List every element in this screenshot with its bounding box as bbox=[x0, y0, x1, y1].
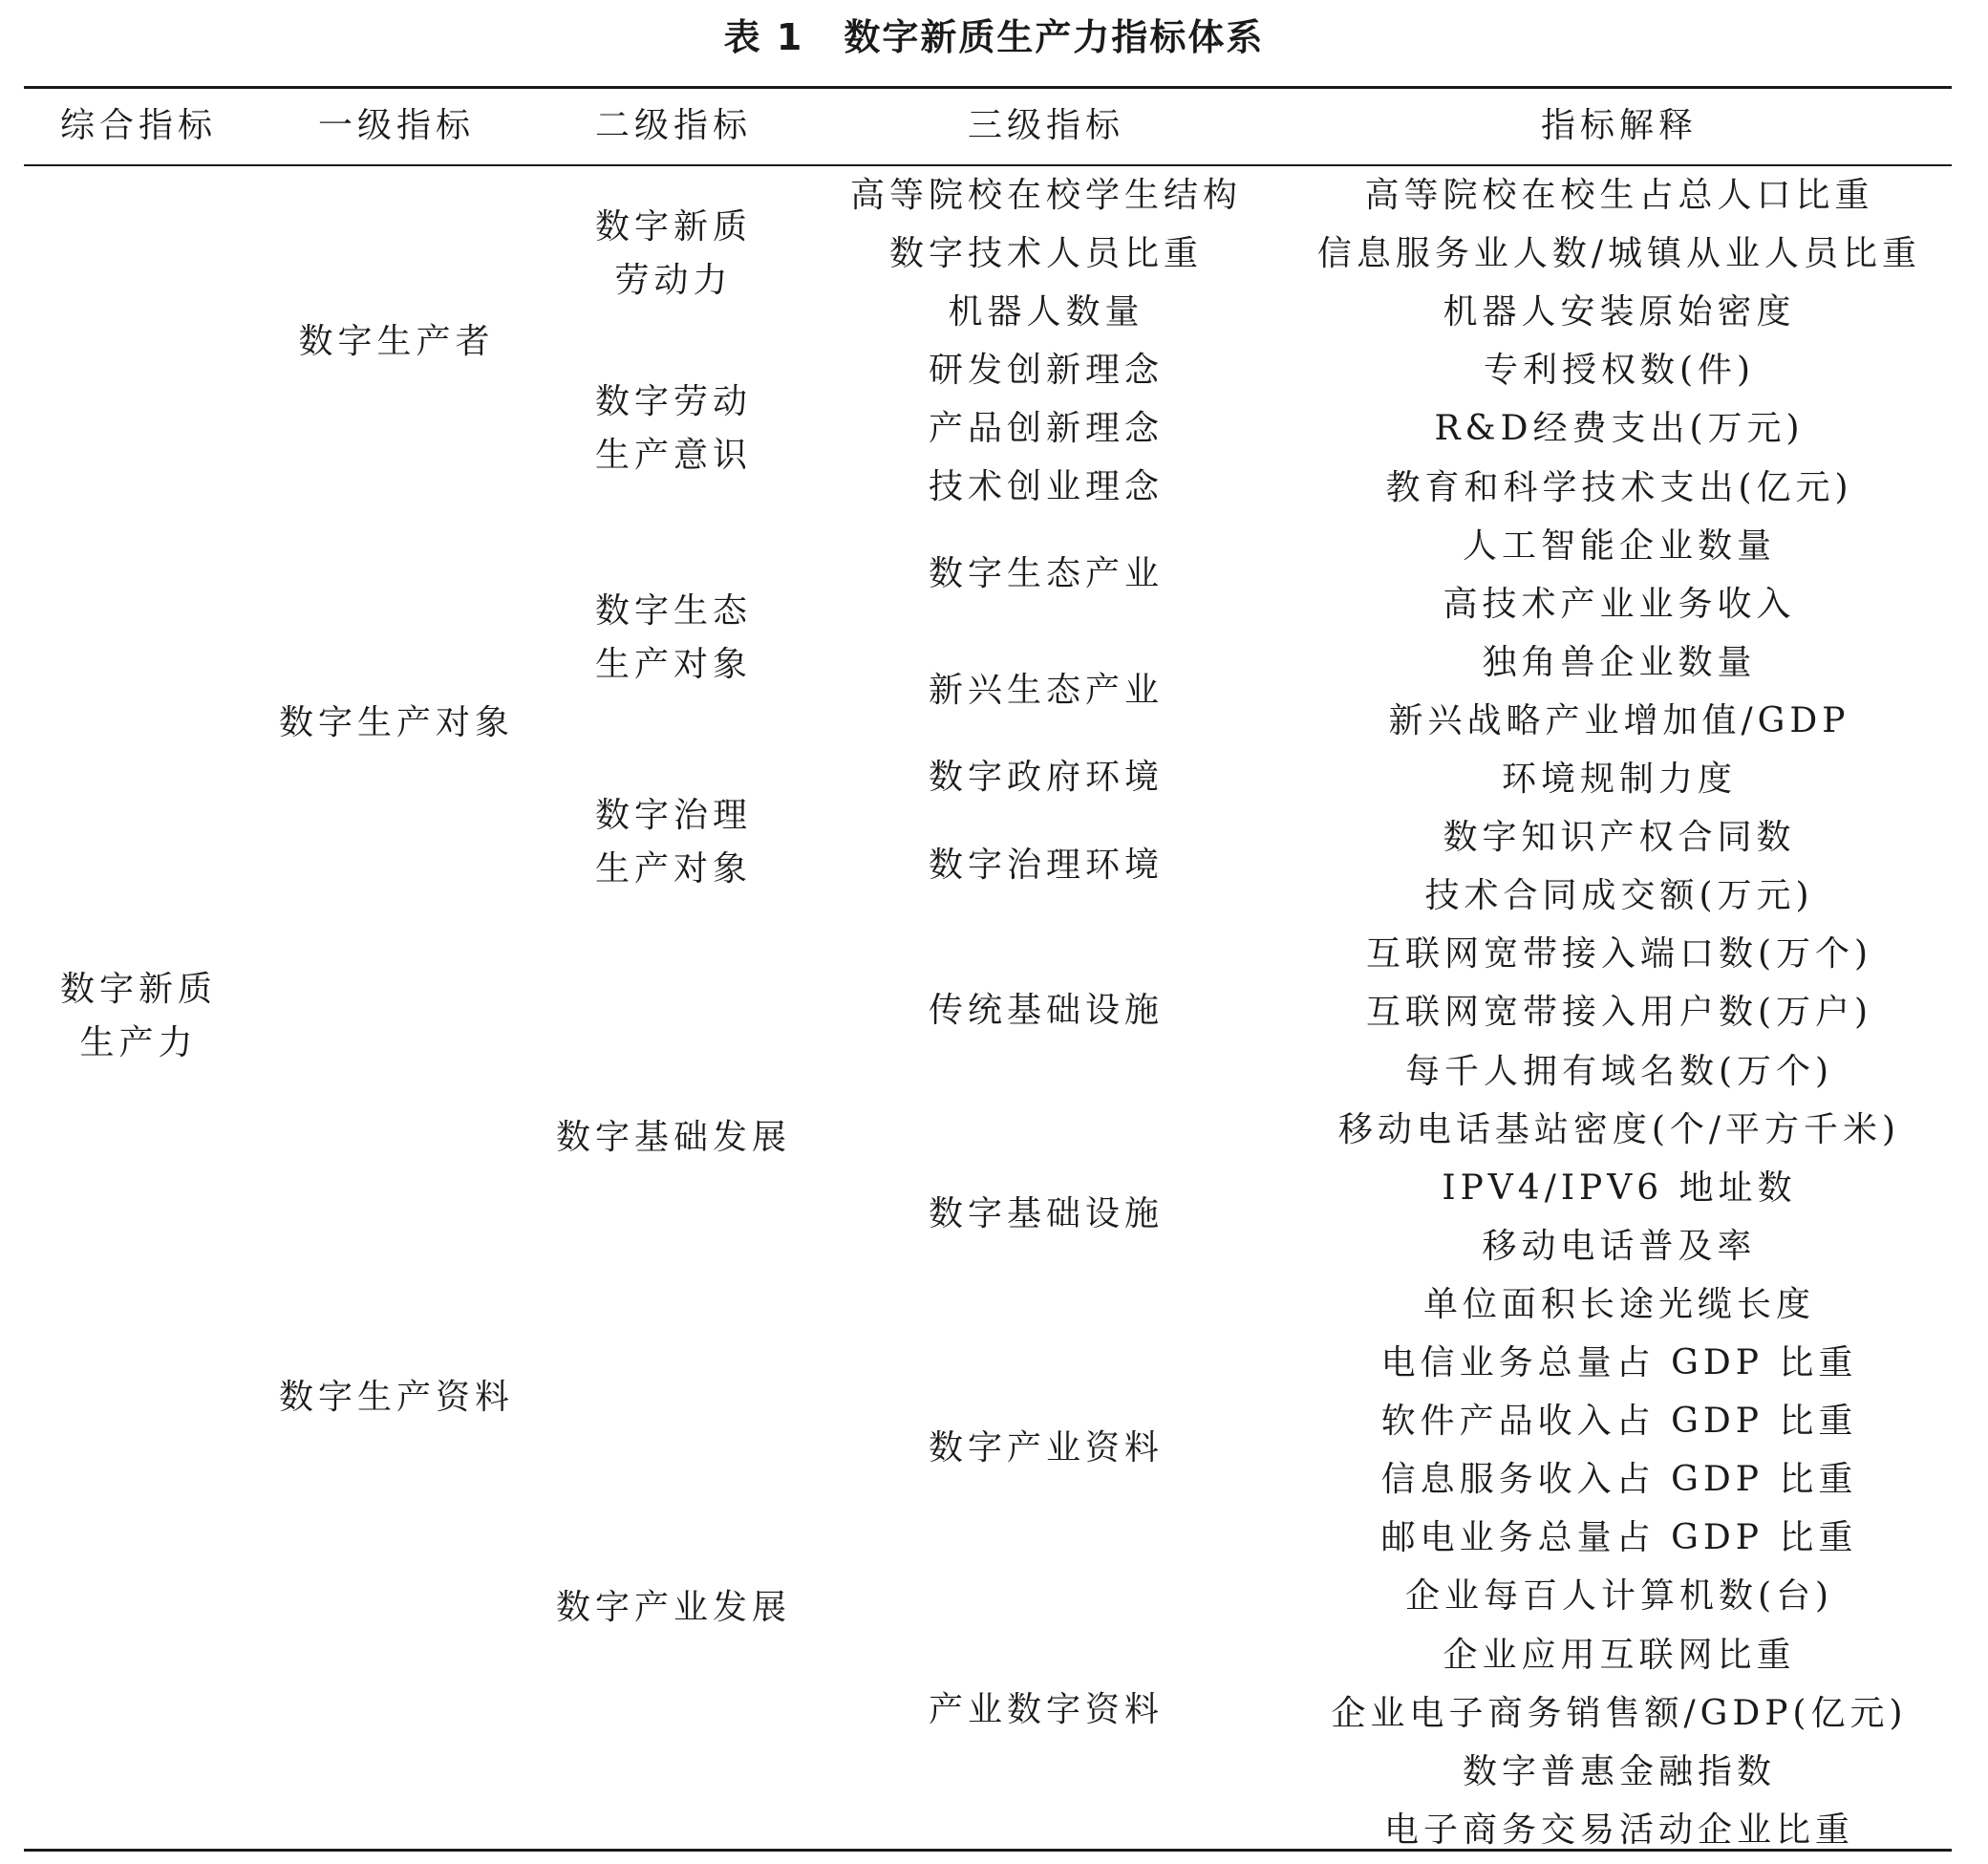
header-level1: 一级指标 bbox=[317, 106, 475, 145]
level3-cell: 传统基础设施 bbox=[928, 991, 1164, 1030]
level2-line: 数字新质 bbox=[594, 207, 752, 246]
explanation-cell: 企业电子商务销售额/GDP(亿元) bbox=[1331, 1694, 1908, 1733]
explanation-cell: 信息服务收入占 GDP 比重 bbox=[1380, 1460, 1858, 1499]
explanation-cell: 高等院校在校生占总人口比重 bbox=[1364, 176, 1874, 215]
explanation-cell: 高技术产业业务收入 bbox=[1443, 585, 1796, 624]
composite-line: 数字新质 bbox=[59, 970, 217, 1009]
level2-cell: 数字基础发展 bbox=[555, 1118, 791, 1157]
explanation-cell: 移动电话基站密度(个/平方千米) bbox=[1337, 1110, 1901, 1149]
explanation-cell: 环境规制力度 bbox=[1501, 760, 1737, 799]
explanation-cell: 机器人安装原始密度 bbox=[1443, 292, 1796, 332]
explanation-cell: 单位面积长途光缆长度 bbox=[1422, 1285, 1815, 1324]
explanation-cell: 数字知识产权合同数 bbox=[1443, 818, 1796, 857]
explanation-cell: 邮电业务总量占 GDP 比重 bbox=[1380, 1518, 1858, 1557]
level2-line: 数字劳动 bbox=[594, 382, 752, 421]
level2-cell bbox=[545, 585, 802, 692]
explanation-cell: 新兴战略产业增加值/GDP bbox=[1388, 701, 1850, 740]
level3-cell: 数字治理环境 bbox=[928, 846, 1164, 885]
composite-line: 生产力 bbox=[79, 1023, 198, 1062]
explanation-cell: 互联网宽带接入用户数(万户) bbox=[1365, 993, 1873, 1032]
level1-cell: 数字生产对象 bbox=[278, 703, 514, 742]
level3-cell: 数字技术人员比重 bbox=[888, 234, 1203, 273]
header-explanation: 指标解释 bbox=[1540, 106, 1698, 145]
level2-line: 生产对象 bbox=[594, 645, 752, 684]
level3-cell: 研发创新理念 bbox=[928, 351, 1164, 390]
explanation-cell: 企业应用互联网比重 bbox=[1443, 1636, 1796, 1675]
explanation-cell: 企业每百人计算机数(台) bbox=[1404, 1576, 1834, 1616]
caption-number: 表 1 bbox=[723, 16, 804, 58]
level2-line: 生产对象 bbox=[594, 849, 752, 889]
explanation-cell: R&D经费支出(万元) bbox=[1434, 409, 1805, 448]
explanation-cell: IPV4/IPV6 地址数 bbox=[1442, 1168, 1797, 1208]
explanation-cell: 电子商务交易活动企业比重 bbox=[1383, 1810, 1854, 1850]
level2-line: 数字治理 bbox=[594, 796, 752, 835]
top-rule bbox=[24, 86, 1952, 89]
level1-cell: 数字生产者 bbox=[298, 322, 495, 361]
level2-cell bbox=[545, 789, 802, 896]
header-rule bbox=[24, 164, 1952, 166]
explanation-cell: 数字普惠金融指数 bbox=[1462, 1752, 1776, 1791]
level2-cell bbox=[545, 375, 802, 482]
explanation-cell: 专利授权数(件) bbox=[1483, 351, 1756, 390]
explanation-cell: 人工智能企业数量 bbox=[1462, 526, 1776, 566]
header-level3: 三级指标 bbox=[967, 106, 1124, 145]
table-caption bbox=[0, 8, 1988, 60]
explanation-cell: 每千人拥有域名数(万个) bbox=[1404, 1052, 1834, 1091]
composite-indicator bbox=[29, 963, 248, 1070]
level3-cell: 技术创业理念 bbox=[928, 467, 1164, 506]
explanation-cell: 信息服务业人数/城镇从业人员比重 bbox=[1316, 234, 1922, 273]
level2-line: 劳动力 bbox=[614, 261, 733, 300]
explanation-cell: 教育和科学技术支出(亿元) bbox=[1385, 468, 1853, 507]
level3-cell: 产品创新理念 bbox=[928, 409, 1164, 448]
level3-cell: 数字基础设施 bbox=[928, 1194, 1164, 1233]
explanation-cell: 独角兽企业数量 bbox=[1482, 643, 1757, 682]
explanation-cell: 软件产品收入占 GDP 比重 bbox=[1380, 1402, 1858, 1441]
level2-line: 数字生态 bbox=[594, 591, 752, 631]
header-level2: 二级指标 bbox=[594, 106, 752, 145]
level2-cell: 数字产业发展 bbox=[555, 1588, 791, 1627]
level3-cell: 新兴生态产业 bbox=[928, 671, 1164, 710]
level3-cell: 数字生态产业 bbox=[928, 554, 1164, 593]
explanation-cell: 互联网宽带接入端口数(万个) bbox=[1365, 934, 1873, 974]
level1-cell: 数字生产资料 bbox=[278, 1378, 514, 1417]
explanation-cell: 技术合同成交额(万元) bbox=[1424, 876, 1814, 915]
level3-cell: 数字政府环境 bbox=[928, 758, 1164, 797]
level2-line: 生产意识 bbox=[594, 436, 752, 475]
level3-cell: 高等院校在校学生结构 bbox=[849, 176, 1242, 215]
level3-cell: 产业数字资料 bbox=[928, 1690, 1164, 1729]
explanation-cell: 电信业务总量占 GDP 比重 bbox=[1380, 1343, 1858, 1382]
caption-title: 数字新质生产力指标体系 bbox=[844, 16, 1265, 58]
level3-cell: 机器人数量 bbox=[948, 292, 1144, 332]
level3-cell: 数字产业资料 bbox=[928, 1428, 1164, 1468]
level2-cell bbox=[545, 201, 802, 308]
explanation-cell: 移动电话普及率 bbox=[1482, 1227, 1757, 1266]
header-composite: 综合指标 bbox=[59, 106, 217, 145]
